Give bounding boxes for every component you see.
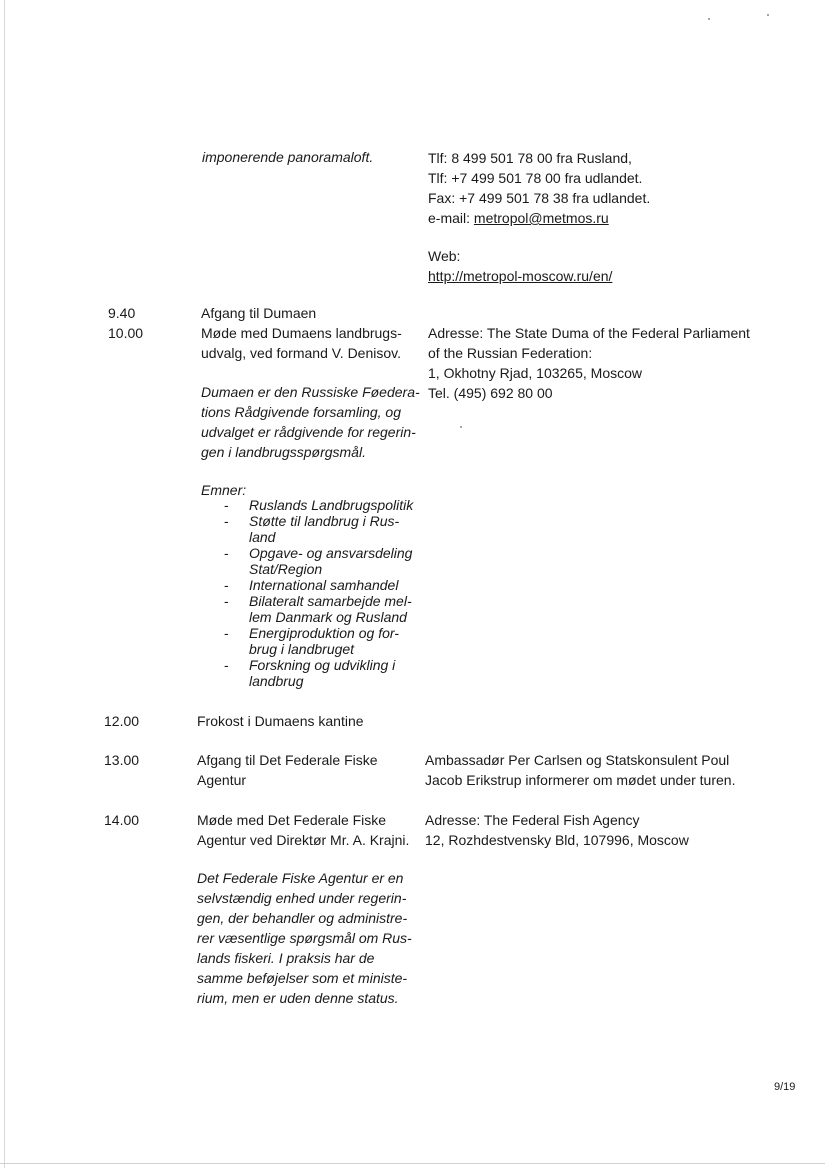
scan-edge [0,1163,825,1164]
title-line: Agentur [197,772,247,788]
scan-speck [460,426,462,428]
note-line: tions Rådgivende forsamling, og [201,404,402,420]
note-line: gen i landbrugsspørgsmål. [201,444,366,460]
address-line: Adresse: The Federal Fish Agency [425,812,640,828]
agenda-title [201,323,402,363]
title-line: Agentur ved Direktør Mr. A. Krajni. [197,832,410,848]
title-line: Møde med Dumaens landbrugs- [201,325,402,341]
travel-note [425,750,735,790]
note-line: Det Federale Fiske Agentur er en [197,870,404,886]
time-slot: 9.40 [108,305,136,321]
note-line: Jacob Erikstrup informerer om mødet under turen. [425,772,736,788]
address-line: Adresse: The State Duma of the Federal Parliament [428,325,750,341]
address-line: 12, Rozhdestvensky Bld, 107996, Moscow [425,832,689,848]
note-line: Ambassadør Per Carlsen og Statskonsulent Poul [425,752,730,768]
web-label: Web: [428,248,461,264]
list-item: - Bilateralt samarbejde mel- lem Danmark og Rusland [222,593,422,625]
agenda-title [197,810,409,850]
scan-edge [4,0,5,1168]
hotel-description: imponerende panoramaloft. [202,149,374,165]
agenda-title [197,750,378,790]
title-line: Møde med Det Federale Fiske [197,812,387,828]
address-line: Tel. (495) 692 80 00 [428,385,553,401]
email-link[interactable]: metropol@metmos.ru [473,210,609,226]
note-line: samme beføjelser som et ministe- [197,970,408,986]
time-slot: 12.00 [104,713,140,729]
email-label: e-mail: [428,210,471,226]
list-item: - Ruslands Landbrugspolitik [222,497,422,513]
list-item: - Opgave- og ansvarsdeling Stat/Region [222,545,422,577]
topics-label: Emner: [201,482,247,498]
list-item: - International samhandel [222,577,422,593]
time-slot: 10.00 [108,325,144,341]
web-link[interactable]: http://metropol-moscow.ru/en/ [428,268,613,284]
topics-list [222,497,422,689]
contact-line: Tlf: 8 499 501 78 00 fra Rusland, [428,150,632,166]
note-line: rer væsentlige spørgsmål om Rus- [197,930,412,946]
contact-line: Tlf: +7 499 501 78 00 fra udlandet. [428,170,643,186]
note-line: lands fiskeri. I praksis har de [197,950,375,966]
note-line: selvstændig enhed under regerin- [197,890,407,906]
duma-note [201,382,420,462]
title-line: Afgang til Det Federale Fiske [197,752,378,768]
duma-address [428,323,750,403]
fish-agency-address [425,810,689,850]
page-number: 9/19 [774,1081,796,1093]
scan-speck [708,18,710,20]
note-line: udvalget er rådgivende for regerin- [201,424,416,440]
address-line: 1, Okhotny Rjad, 103265, Moscow [428,365,643,381]
email-line [428,208,650,228]
list-item: - Energiproduktion og for- brug i landbruget [222,625,422,657]
note-line: Dumaen er den Russiske Føedera- [201,384,420,400]
note-line: rium, men er uden denne status. [197,990,399,1006]
address-line: of the Russian Federation: [428,345,593,361]
fish-agency-note [197,868,412,1008]
list-item: - Støtte til landbrug i Rus- land [222,513,422,545]
contact-line: Fax: +7 499 501 78 38 fra udlandet. [428,190,651,206]
hotel-contact [428,148,650,228]
time-slot: 13.00 [104,752,140,768]
list-item: - Forskning og udvikling i landbrug [222,657,422,689]
agenda-title: Frokost i Dumaens kantine [197,713,364,729]
title-line: udvalg, ved formand V. Denisov. [201,345,402,361]
time-slot: 14.00 [104,812,140,828]
note-line: gen, der behandler og administre- [197,910,408,926]
agenda-title: Afgang til Dumaen [201,305,317,321]
scan-speck [767,14,769,16]
